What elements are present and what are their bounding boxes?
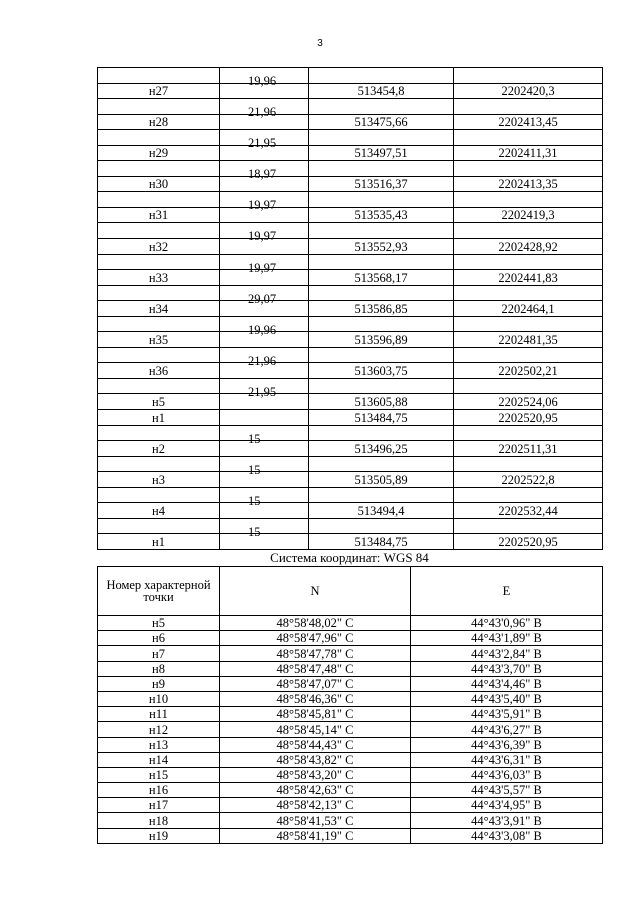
latitude: 48°58'41,53" С <box>220 813 411 828</box>
empty-cell <box>98 518 220 534</box>
wgs84-row <box>98 752 603 767</box>
point-name: н18 <box>98 813 220 828</box>
point-row <box>98 145 603 161</box>
point-name: н2 <box>98 441 220 457</box>
empty-cell <box>309 99 454 115</box>
segment-length-cell <box>220 316 309 337</box>
latitude: 48°58'44,43" С <box>220 737 411 752</box>
point-name: н31 <box>98 207 220 223</box>
empty-cell <box>309 456 454 472</box>
coordinate-y: 2202419,3 <box>454 207 603 223</box>
segment-length-cell <box>220 68 309 88</box>
empty-cell <box>454 487 603 503</box>
page-number: 3 <box>317 38 323 49</box>
header-n: N <box>220 567 411 616</box>
point-name: н36 <box>98 363 220 379</box>
empty-cell <box>98 487 220 503</box>
empty-cell <box>454 161 603 177</box>
segment-length: 19,97 <box>248 198 277 213</box>
header-e: E <box>411 567 603 616</box>
segment-length-cell <box>220 114 309 130</box>
empty-cell <box>309 254 454 270</box>
segment-length-cell <box>220 472 309 488</box>
segment-length-cell <box>220 425 309 446</box>
segment-length-cell <box>220 176 309 192</box>
segment-length: 21,96 <box>248 105 277 120</box>
segment-length-cell <box>220 99 309 120</box>
coordinate-y: 2202511,31 <box>454 441 603 457</box>
coordinate-x: 513497,51 <box>309 145 454 161</box>
point-name: н8 <box>98 661 220 676</box>
longitude: 44°43'6,31" В <box>411 752 603 767</box>
coordinate-x: 513586,85 <box>309 301 454 317</box>
point-row <box>98 176 603 192</box>
segment-length: 29,07 <box>248 291 277 306</box>
longitude: 44°43'6,27" В <box>411 722 603 737</box>
point-row <box>98 301 603 317</box>
segment-length-cell <box>220 192 309 213</box>
longitude: 44°43'3,70" В <box>411 661 603 676</box>
latitude: 48°58'43,82" С <box>220 752 411 767</box>
coordinate-x: 513484,75 <box>309 534 454 550</box>
empty-cell <box>98 99 220 115</box>
longitude: 44°43'2,84" В <box>411 646 603 661</box>
distance-row <box>98 487 603 503</box>
segment-length-cell <box>220 378 309 399</box>
segment-length: 15 <box>248 431 261 446</box>
coordinate-x: 513516,37 <box>309 176 454 192</box>
point-name: н34 <box>98 301 220 317</box>
coordinate-system-title: Система координат: WGS 84 <box>270 550 429 565</box>
empty-cell <box>98 456 220 472</box>
empty-cell <box>454 68 603 84</box>
latitude: 48°58'41,19" С <box>220 828 411 843</box>
coordinate-y: 2202481,35 <box>454 332 603 348</box>
latitude: 48°58'42,13" С <box>220 798 411 813</box>
segment-length: 21,95 <box>248 136 277 151</box>
point-name: н1 <box>98 534 220 550</box>
coordinate-y: 2202520,95 <box>454 534 603 550</box>
coordinate-x: 513496,25 <box>309 441 454 457</box>
segment-length-cell <box>220 534 309 550</box>
empty-cell <box>98 130 220 146</box>
point-name: н11 <box>98 707 220 722</box>
empty-cell <box>454 192 603 208</box>
empty-cell <box>98 161 220 177</box>
longitude: 44°43'0,96" В <box>411 616 603 631</box>
point-row <box>98 83 603 99</box>
wgs84-row <box>98 737 603 752</box>
coordinate-y: 2202428,92 <box>454 239 603 255</box>
boundary-coordinates-body <box>98 68 603 550</box>
segment-length: 21,95 <box>248 384 277 399</box>
coordinate-y: 2202502,21 <box>454 363 603 379</box>
wgs84-row <box>98 813 603 828</box>
coordinate-x: 513484,75 <box>309 410 454 426</box>
empty-cell <box>454 347 603 363</box>
distance-row <box>98 130 603 146</box>
point-name: н16 <box>98 783 220 798</box>
wgs84-row <box>98 767 603 782</box>
coordinate-x: 513552,93 <box>309 239 454 255</box>
longitude: 44°43'3,91" В <box>411 813 603 828</box>
empty-cell <box>309 378 454 394</box>
point-row <box>98 270 603 286</box>
empty-cell <box>454 99 603 115</box>
coordinate-x: 513535,43 <box>309 207 454 223</box>
coordinate-y: 2202420,3 <box>454 83 603 99</box>
empty-cell <box>309 316 454 332</box>
point-row <box>98 114 603 130</box>
segment-length-cell <box>220 130 309 151</box>
point-name: н14 <box>98 752 220 767</box>
wgs84-row <box>98 676 603 691</box>
segment-length-cell <box>220 145 309 161</box>
point-name: н33 <box>98 270 220 286</box>
coordinate-y: 2202532,44 <box>454 503 603 519</box>
coordinate-x: 513568,17 <box>309 270 454 286</box>
distance-row <box>98 378 603 394</box>
segment-length-cell <box>220 332 309 348</box>
distance-row <box>98 223 603 239</box>
segment-length: 19,96 <box>248 322 277 337</box>
empty-cell <box>98 223 220 239</box>
header-point-number: Номер характерной точки <box>98 567 220 616</box>
wgs84-row <box>98 798 603 813</box>
segment-length-cell <box>220 239 309 255</box>
longitude: 44°43'4,95" В <box>411 798 603 813</box>
empty-cell <box>309 130 454 146</box>
point-name: н30 <box>98 176 220 192</box>
distance-row <box>98 192 603 208</box>
point-name: н28 <box>98 114 220 130</box>
point-name: н13 <box>98 737 220 752</box>
wgs84-row <box>98 828 603 843</box>
wgs84-row <box>98 661 603 676</box>
distance-row <box>98 456 603 472</box>
segment-length: 19,96 <box>248 74 277 88</box>
empty-cell <box>454 456 603 472</box>
latitude: 48°58'47,78" С <box>220 646 411 661</box>
latitude: 48°58'42,63" С <box>220 783 411 798</box>
coordinate-y: 2202464,1 <box>454 301 603 317</box>
point-name: н7 <box>98 646 220 661</box>
latitude: 48°58'45,14" С <box>220 722 411 737</box>
point-name: н5 <box>98 616 220 631</box>
coordinate-x: 513505,89 <box>309 472 454 488</box>
wgs84-row <box>98 783 603 798</box>
point-row <box>98 332 603 348</box>
empty-cell <box>454 254 603 270</box>
segment-length-cell <box>220 254 309 275</box>
point-row <box>98 503 603 519</box>
latitude: 48°58'43,20" С <box>220 767 411 782</box>
segment-length-cell <box>220 347 309 368</box>
point-name: н35 <box>98 332 220 348</box>
empty-cell <box>309 223 454 239</box>
longitude: 44°43'6,03" В <box>411 767 603 782</box>
distance-row <box>98 285 603 301</box>
segment-length-cell <box>220 223 309 244</box>
empty-cell <box>309 192 454 208</box>
segment-length-cell <box>220 394 309 410</box>
empty-cell <box>98 347 220 363</box>
wgs84-row <box>98 691 603 706</box>
segment-length: 21,96 <box>248 353 277 368</box>
empty-cell <box>98 68 220 84</box>
point-name: н9 <box>98 676 220 691</box>
coordinate-y: 2202520,95 <box>454 410 603 426</box>
longitude: 44°43'3,08" В <box>411 828 603 843</box>
wgs84-row <box>98 631 603 646</box>
empty-cell <box>454 425 603 441</box>
coordinate-y: 2202522,8 <box>454 472 603 488</box>
segment-length-cell <box>220 83 309 99</box>
wgs84-coordinates-body <box>98 616 603 844</box>
distance-row <box>98 316 603 332</box>
point-row <box>98 207 603 223</box>
point-row <box>98 394 603 410</box>
segment-length: 19,97 <box>248 229 277 244</box>
coordinate-x: 513494,4 <box>309 503 454 519</box>
wgs84-row <box>98 646 603 661</box>
coordinate-y: 2202413,35 <box>454 176 603 192</box>
segment-length: 15 <box>248 524 261 539</box>
distance-row <box>98 254 603 270</box>
empty-cell <box>309 161 454 177</box>
segment-length: 15 <box>248 462 261 477</box>
point-name: н6 <box>98 631 220 646</box>
longitude: 44°43'1,89" В <box>411 631 603 646</box>
empty-cell <box>98 425 220 441</box>
point-name: н10 <box>98 691 220 706</box>
coordinate-x: 513603,75 <box>309 363 454 379</box>
latitude: 48°58'48,02" С <box>220 616 411 631</box>
empty-cell <box>454 518 603 534</box>
segment-length-cell <box>220 518 309 539</box>
point-row <box>98 472 603 488</box>
latitude: 48°58'47,07" С <box>220 676 411 691</box>
empty-cell <box>309 285 454 301</box>
distance-row <box>98 161 603 177</box>
distance-row <box>98 68 603 84</box>
point-row <box>98 534 603 550</box>
distance-row <box>98 347 603 363</box>
empty-cell <box>454 285 603 301</box>
empty-cell <box>309 68 454 84</box>
segment-length-cell <box>220 363 309 379</box>
wgs84-header-row <box>98 567 603 616</box>
segment-length: 15 <box>248 493 261 508</box>
point-name: н5 <box>98 394 220 410</box>
point-name: н27 <box>98 83 220 99</box>
empty-cell <box>98 192 220 208</box>
empty-cell <box>454 223 603 239</box>
point-row <box>98 363 603 379</box>
point-name: н3 <box>98 472 220 488</box>
segment-length-cell <box>220 487 309 508</box>
empty-cell <box>309 487 454 503</box>
point-name: н4 <box>98 503 220 519</box>
point-name: н15 <box>98 767 220 782</box>
segment-length-cell <box>220 270 309 286</box>
empty-cell <box>309 347 454 363</box>
empty-cell <box>98 254 220 270</box>
point-row <box>98 239 603 255</box>
latitude: 48°58'45,81" С <box>220 707 411 722</box>
distance-row <box>98 518 603 534</box>
latitude: 48°58'46,36" С <box>220 691 411 706</box>
longitude: 44°43'5,40" В <box>411 691 603 706</box>
wgs84-row <box>98 616 603 631</box>
empty-cell <box>309 425 454 441</box>
empty-cell <box>98 378 220 394</box>
longitude: 44°43'6,39" В <box>411 737 603 752</box>
segment-length-cell <box>220 285 309 306</box>
point-name: н17 <box>98 798 220 813</box>
coordinate-x: 513454,8 <box>309 83 454 99</box>
coordinate-x: 513475,66 <box>309 114 454 130</box>
segment-length: 18,97 <box>248 167 277 182</box>
empty-cell <box>454 316 603 332</box>
coordinate-x: 513605,88 <box>309 394 454 410</box>
longitude: 44°43'5,91" В <box>411 707 603 722</box>
point-row <box>98 441 603 457</box>
distance-row <box>98 425 603 441</box>
point-name: н1 <box>98 410 220 426</box>
point-row <box>98 410 603 426</box>
coordinate-y: 2202524,06 <box>454 394 603 410</box>
segment-length-cell <box>220 207 309 223</box>
coordinate-x: 513596,89 <box>309 332 454 348</box>
distance-row <box>98 99 603 115</box>
point-name: н12 <box>98 722 220 737</box>
segment-length-cell <box>220 441 309 457</box>
wgs84-coordinates-table <box>97 566 603 844</box>
latitude: 48°58'47,96" С <box>220 631 411 646</box>
wgs84-row <box>98 707 603 722</box>
empty-cell <box>454 378 603 394</box>
segment-length-cell <box>220 410 309 426</box>
longitude: 44°43'5,57" В <box>411 783 603 798</box>
point-name: н19 <box>98 828 220 843</box>
empty-cell <box>98 316 220 332</box>
segment-length: 19,97 <box>248 260 277 275</box>
empty-cell <box>98 285 220 301</box>
longitude: 44°43'4,46" В <box>411 676 603 691</box>
segment-length-cell <box>220 456 309 477</box>
coordinate-y: 2202441,83 <box>454 270 603 286</box>
coordinate-y: 2202411,31 <box>454 145 603 161</box>
wgs84-row <box>98 722 603 737</box>
boundary-coordinates-table <box>97 67 603 550</box>
point-name: н32 <box>98 239 220 255</box>
empty-cell <box>454 130 603 146</box>
empty-cell <box>309 518 454 534</box>
segment-length-cell <box>220 161 309 182</box>
latitude: 48°58'47,48" С <box>220 661 411 676</box>
segment-length-cell <box>220 301 309 317</box>
coordinate-y: 2202413,45 <box>454 114 603 130</box>
segment-length-cell <box>220 503 309 519</box>
point-name: н29 <box>98 145 220 161</box>
